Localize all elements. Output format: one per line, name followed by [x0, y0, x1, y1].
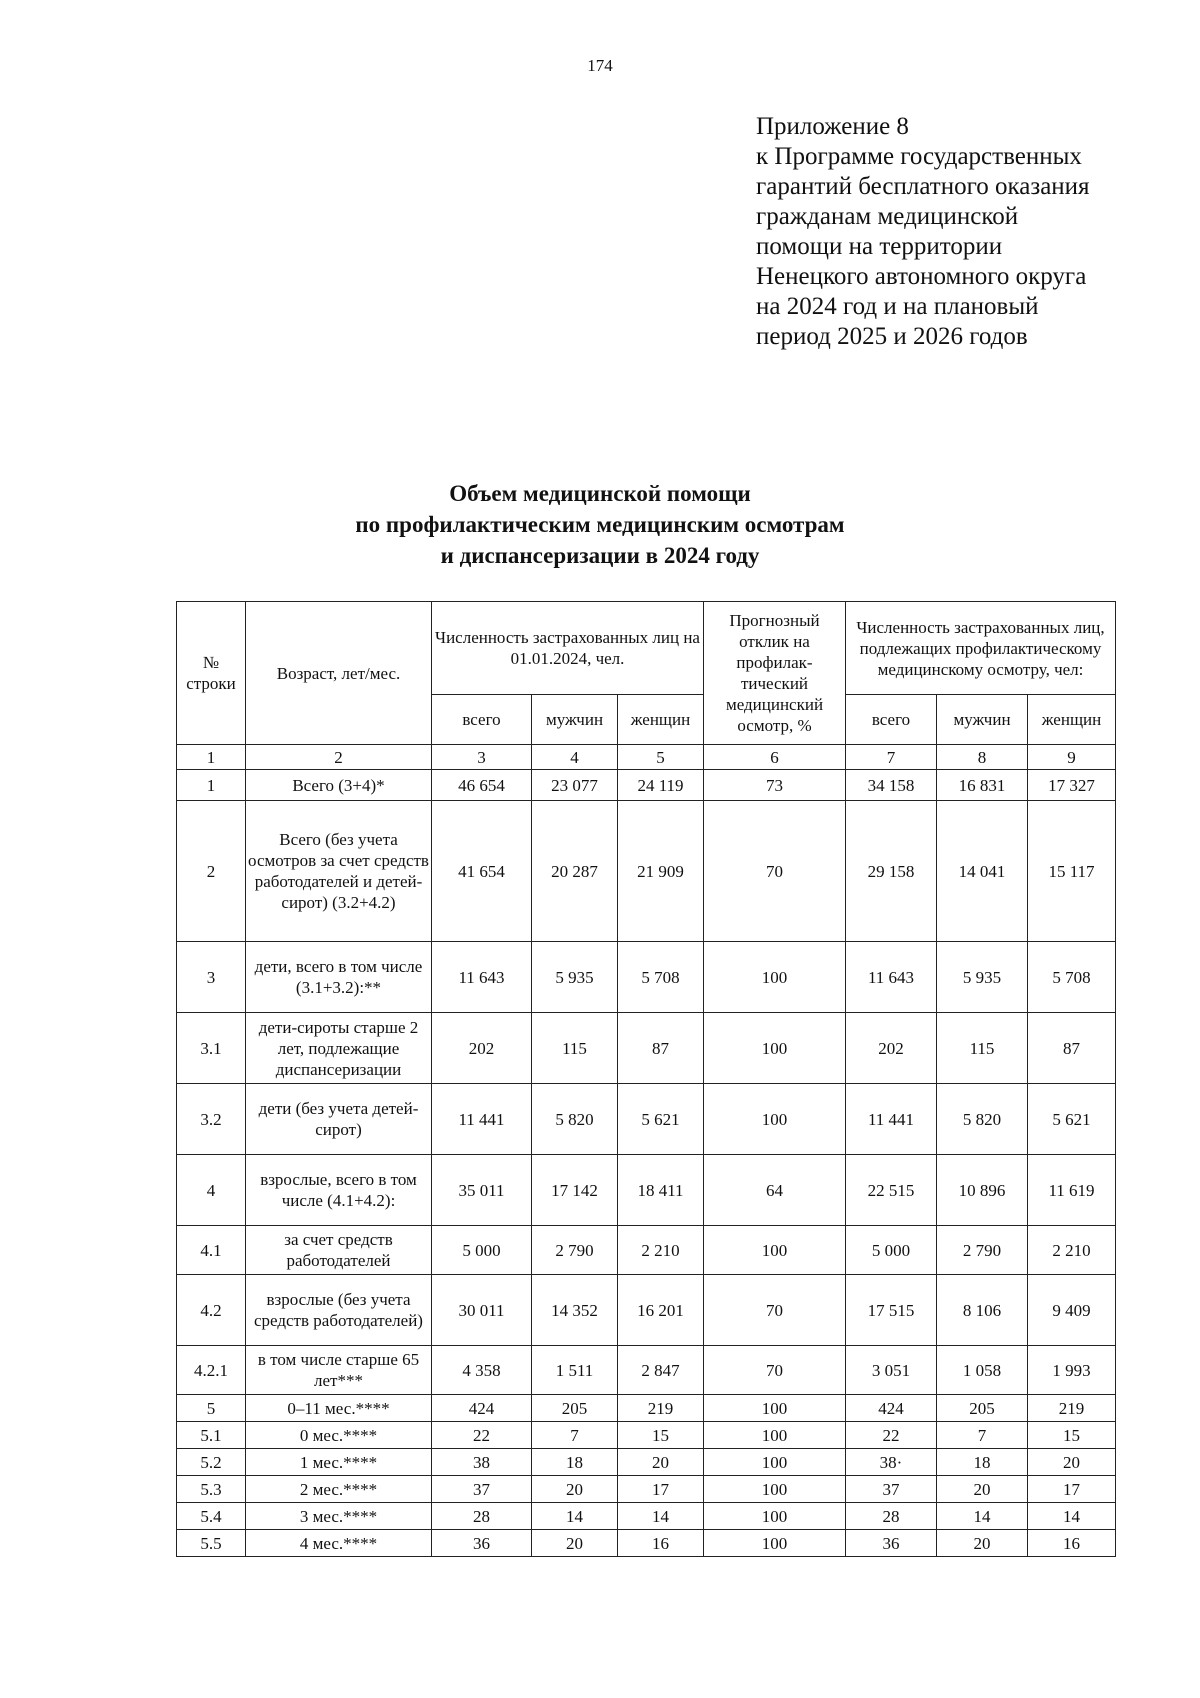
subject-women-cell: 17 [1028, 1476, 1116, 1503]
row-number: 5.3 [177, 1476, 246, 1503]
row-number: 5 [177, 1395, 246, 1422]
table-row [177, 1155, 1116, 1226]
column-number: 7 [846, 745, 937, 770]
response-cell: 70 [704, 801, 846, 942]
header-women: женщин [618, 695, 704, 745]
row-number: 3.2 [177, 1084, 246, 1155]
age-cell: дети, всего в том числе (3.1+3.2):** [246, 942, 432, 1013]
header-men: мужчин [937, 695, 1028, 745]
response-cell: 70 [704, 1346, 846, 1395]
subject-men-cell: 14 041 [937, 801, 1028, 942]
insured-women-cell: 2 847 [618, 1346, 704, 1395]
appendix-line: помощи на территории [756, 233, 1003, 260]
insured-total-cell: 5 000 [432, 1226, 532, 1275]
table-row [177, 1530, 1116, 1557]
insured-total-cell: 37 [432, 1476, 532, 1503]
subject-total-cell: 5 000 [846, 1226, 937, 1275]
column-number: 9 [1028, 745, 1116, 770]
row-number: 4.2.1 [177, 1346, 246, 1395]
table-row [177, 1275, 1116, 1346]
insured-total-cell: 38 [432, 1449, 532, 1476]
insured-total-cell: 11 643 [432, 942, 532, 1013]
subject-total-cell: 34 158 [846, 770, 937, 801]
insured-women-cell: 18 411 [618, 1155, 704, 1226]
insured-women-cell: 2 210 [618, 1226, 704, 1275]
subject-men-cell: 205 [937, 1395, 1028, 1422]
row-number: 4 [177, 1155, 246, 1226]
column-number: 3 [432, 745, 532, 770]
table-row [177, 1422, 1116, 1449]
subject-total-cell: 22 515 [846, 1155, 937, 1226]
insured-total-cell: 41 654 [432, 801, 532, 942]
insured-women-cell: 20 [618, 1449, 704, 1476]
insured-women-cell: 5 621 [618, 1084, 704, 1155]
table-row [177, 1503, 1116, 1530]
table-row [177, 1395, 1116, 1422]
insured-men-cell: 17 142 [532, 1155, 618, 1226]
row-number: 4.1 [177, 1226, 246, 1275]
response-cell: 100 [704, 1422, 846, 1449]
response-cell: 100 [704, 1503, 846, 1530]
insured-total-cell: 28 [432, 1503, 532, 1530]
age-cell: Всего (3+4)* [246, 770, 432, 801]
insured-men-cell: 5 935 [532, 942, 618, 1013]
response-cell: 100 [704, 1530, 846, 1557]
header-total: всего [432, 695, 532, 745]
subject-men-cell: 10 896 [937, 1155, 1028, 1226]
insured-total-cell: 4 358 [432, 1346, 532, 1395]
insured-men-cell: 115 [532, 1013, 618, 1084]
appendix-line: период 2025 и 2026 годов [756, 323, 1028, 350]
subject-women-cell: 15 117 [1028, 801, 1116, 942]
subject-total-cell: 202 [846, 1013, 937, 1084]
table-row [177, 1476, 1116, 1503]
age-cell: 0 мес.**** [246, 1422, 432, 1449]
subject-women-cell: 16 [1028, 1530, 1116, 1557]
subject-women-cell: 11 619 [1028, 1155, 1116, 1226]
subject-women-cell: 2 210 [1028, 1226, 1116, 1275]
response-cell: 73 [704, 770, 846, 801]
insured-women-cell: 21 909 [618, 801, 704, 942]
insured-total-cell: 424 [432, 1395, 532, 1422]
row-number: 4.2 [177, 1275, 246, 1346]
insured-women-cell: 15 [618, 1422, 704, 1449]
column-number: 5 [618, 745, 704, 770]
insured-men-cell: 14 [532, 1503, 618, 1530]
insured-women-cell: 24 119 [618, 770, 704, 801]
age-cell: взрослые (без учета средств работодателей) [246, 1275, 432, 1346]
age-cell: дети-сироты старше 2 лет, подлежащие диспансеризации [246, 1013, 432, 1084]
insured-men-cell: 7 [532, 1422, 618, 1449]
table-row [177, 1346, 1116, 1395]
table-row [177, 801, 1116, 942]
response-cell: 100 [704, 1476, 846, 1503]
row-number: 5.1 [177, 1422, 246, 1449]
row-number: 2 [177, 801, 246, 942]
subject-men-cell: 20 [937, 1476, 1028, 1503]
appendix-line: Ненецкого автономного округа [756, 263, 1087, 290]
insured-total-cell: 202 [432, 1013, 532, 1084]
table-row [177, 1226, 1116, 1275]
title-line: и диспансеризации в 2024 году [440, 543, 760, 568]
insured-women-cell: 5 708 [618, 942, 704, 1013]
appendix-line: к Программе государственных [756, 143, 1082, 170]
subject-total-cell: 38· [846, 1449, 937, 1476]
subject-total-cell: 11 441 [846, 1084, 937, 1155]
insured-men-cell: 14 352 [532, 1275, 618, 1346]
insured-men-cell: 20 287 [532, 801, 618, 942]
response-cell: 64 [704, 1155, 846, 1226]
insured-women-cell: 219 [618, 1395, 704, 1422]
response-cell: 100 [704, 1226, 846, 1275]
subject-total-cell: 424 [846, 1395, 937, 1422]
subject-women-cell: 5 708 [1028, 942, 1116, 1013]
row-number: 3 [177, 942, 246, 1013]
age-cell: за счет средств работодателей [246, 1226, 432, 1275]
appendix-note [756, 112, 1156, 352]
subject-men-cell: 18 [937, 1449, 1028, 1476]
age-cell: 2 мес.**** [246, 1476, 432, 1503]
subject-women-cell: 87 [1028, 1013, 1116, 1084]
subject-women-cell: 219 [1028, 1395, 1116, 1422]
response-cell: 100 [704, 1013, 846, 1084]
subject-total-cell: 29 158 [846, 801, 937, 942]
row-number: 5.4 [177, 1503, 246, 1530]
insured-women-cell: 87 [618, 1013, 704, 1084]
insured-women-cell: 16 201 [618, 1275, 704, 1346]
subject-men-cell: 16 831 [937, 770, 1028, 801]
insured-men-cell: 20 [532, 1476, 618, 1503]
insured-men-cell: 18 [532, 1449, 618, 1476]
subject-men-cell: 5 820 [937, 1084, 1028, 1155]
title-line: Объем медицинской помощи [449, 481, 751, 506]
subject-total-cell: 22 [846, 1422, 937, 1449]
subject-women-cell: 9 409 [1028, 1275, 1116, 1346]
subject-men-cell: 115 [937, 1013, 1028, 1084]
subject-men-cell: 5 935 [937, 942, 1028, 1013]
age-cell: в том числе старше 65 лет*** [246, 1346, 432, 1395]
subject-women-cell: 14 [1028, 1503, 1116, 1530]
response-cell: 70 [704, 1275, 846, 1346]
appendix-line: на 2024 год и на плановый [756, 293, 1039, 320]
subject-women-cell: 15 [1028, 1422, 1116, 1449]
age-cell: 0–11 мес.**** [246, 1395, 432, 1422]
subject-men-cell: 8 106 [937, 1275, 1028, 1346]
table-row [177, 1084, 1116, 1155]
subject-total-cell: 11 643 [846, 942, 937, 1013]
subject-total-cell: 37 [846, 1476, 937, 1503]
subject-women-cell: 20 [1028, 1449, 1116, 1476]
subject-men-cell: 14 [937, 1503, 1028, 1530]
insured-total-cell: 46 654 [432, 770, 532, 801]
column-number: 2 [246, 745, 432, 770]
insured-men-cell: 20 [532, 1530, 618, 1557]
column-number: 1 [177, 745, 246, 770]
insured-total-cell: 22 [432, 1422, 532, 1449]
column-number: 8 [937, 745, 1028, 770]
appendix-line: Приложение 8 [756, 113, 909, 140]
subject-women-cell: 17 327 [1028, 770, 1116, 801]
header-insured-population: Численность застрахованных лиц на 01.01.2024, чел. [432, 602, 704, 695]
age-cell: 4 мес.**** [246, 1530, 432, 1557]
age-cell: взрослые, всего в том числе (4.1+4.2): [246, 1155, 432, 1226]
appendix-line: гарантий бесплатного оказания [756, 173, 1090, 200]
column-number-row [177, 745, 1116, 770]
subject-total-cell: 36 [846, 1530, 937, 1557]
insured-total-cell: 36 [432, 1530, 532, 1557]
insured-total-cell: 11 441 [432, 1084, 532, 1155]
header-forecast-response: Прогнозный отклик на профилак-тический медицинский осмотр, % [704, 602, 846, 745]
age-cell: Всего (без учета осмотров за счет средств работодателей и детей-сирот) (3.2+4.2) [246, 801, 432, 942]
insured-men-cell: 5 820 [532, 1084, 618, 1155]
header-total: всего [846, 695, 937, 745]
insured-men-cell: 1 511 [532, 1346, 618, 1395]
table-row [177, 942, 1116, 1013]
page-number: 174 [587, 56, 613, 75]
header-women: женщин [1028, 695, 1116, 745]
response-cell: 100 [704, 942, 846, 1013]
insured-women-cell: 17 [618, 1476, 704, 1503]
appendix-line: гражданам медицинской [756, 203, 1019, 230]
table-row [177, 1449, 1116, 1476]
row-number: 5.2 [177, 1449, 246, 1476]
age-cell: дети (без учета детей-сирот) [246, 1084, 432, 1155]
insured-women-cell: 16 [618, 1530, 704, 1557]
subject-women-cell: 1 993 [1028, 1346, 1116, 1395]
insured-men-cell: 205 [532, 1395, 618, 1422]
subject-men-cell: 7 [937, 1422, 1028, 1449]
age-cell: 3 мес.**** [246, 1503, 432, 1530]
subject-men-cell: 20 [937, 1530, 1028, 1557]
header-men: мужчин [532, 695, 618, 745]
insured-men-cell: 23 077 [532, 770, 618, 801]
title-line: по профилактическим медицинским осмотрам [355, 512, 845, 537]
response-cell: 100 [704, 1449, 846, 1476]
column-number: 4 [532, 745, 618, 770]
table-row [177, 770, 1116, 801]
row-number: 5.5 [177, 1530, 246, 1557]
volume-table [176, 601, 1116, 1557]
insured-women-cell: 14 [618, 1503, 704, 1530]
header-age: Возраст, лет/мес. [246, 602, 432, 745]
column-number: 6 [704, 745, 846, 770]
row-number: 3.1 [177, 1013, 246, 1084]
subject-men-cell: 2 790 [937, 1226, 1028, 1275]
subject-total-cell: 17 515 [846, 1275, 937, 1346]
insured-total-cell: 30 011 [432, 1275, 532, 1346]
insured-total-cell: 35 011 [432, 1155, 532, 1226]
table-row [177, 1013, 1116, 1084]
header-subject-population: Численность застрахованных лиц, подлежащих профилактическому медицинскому осмотру, чел: [846, 602, 1116, 695]
response-cell: 100 [704, 1395, 846, 1422]
subject-men-cell: 1 058 [937, 1346, 1028, 1395]
subject-total-cell: 3 051 [846, 1346, 937, 1395]
header-row [177, 602, 1116, 695]
subject-women-cell: 5 621 [1028, 1084, 1116, 1155]
response-cell: 100 [704, 1084, 846, 1155]
insured-men-cell: 2 790 [532, 1226, 618, 1275]
age-cell: 1 мес.**** [246, 1449, 432, 1476]
document-title [0, 478, 1200, 571]
subject-total-cell: 28 [846, 1503, 937, 1530]
row-number: 1 [177, 770, 246, 801]
header-row-number: № строки [177, 602, 246, 745]
